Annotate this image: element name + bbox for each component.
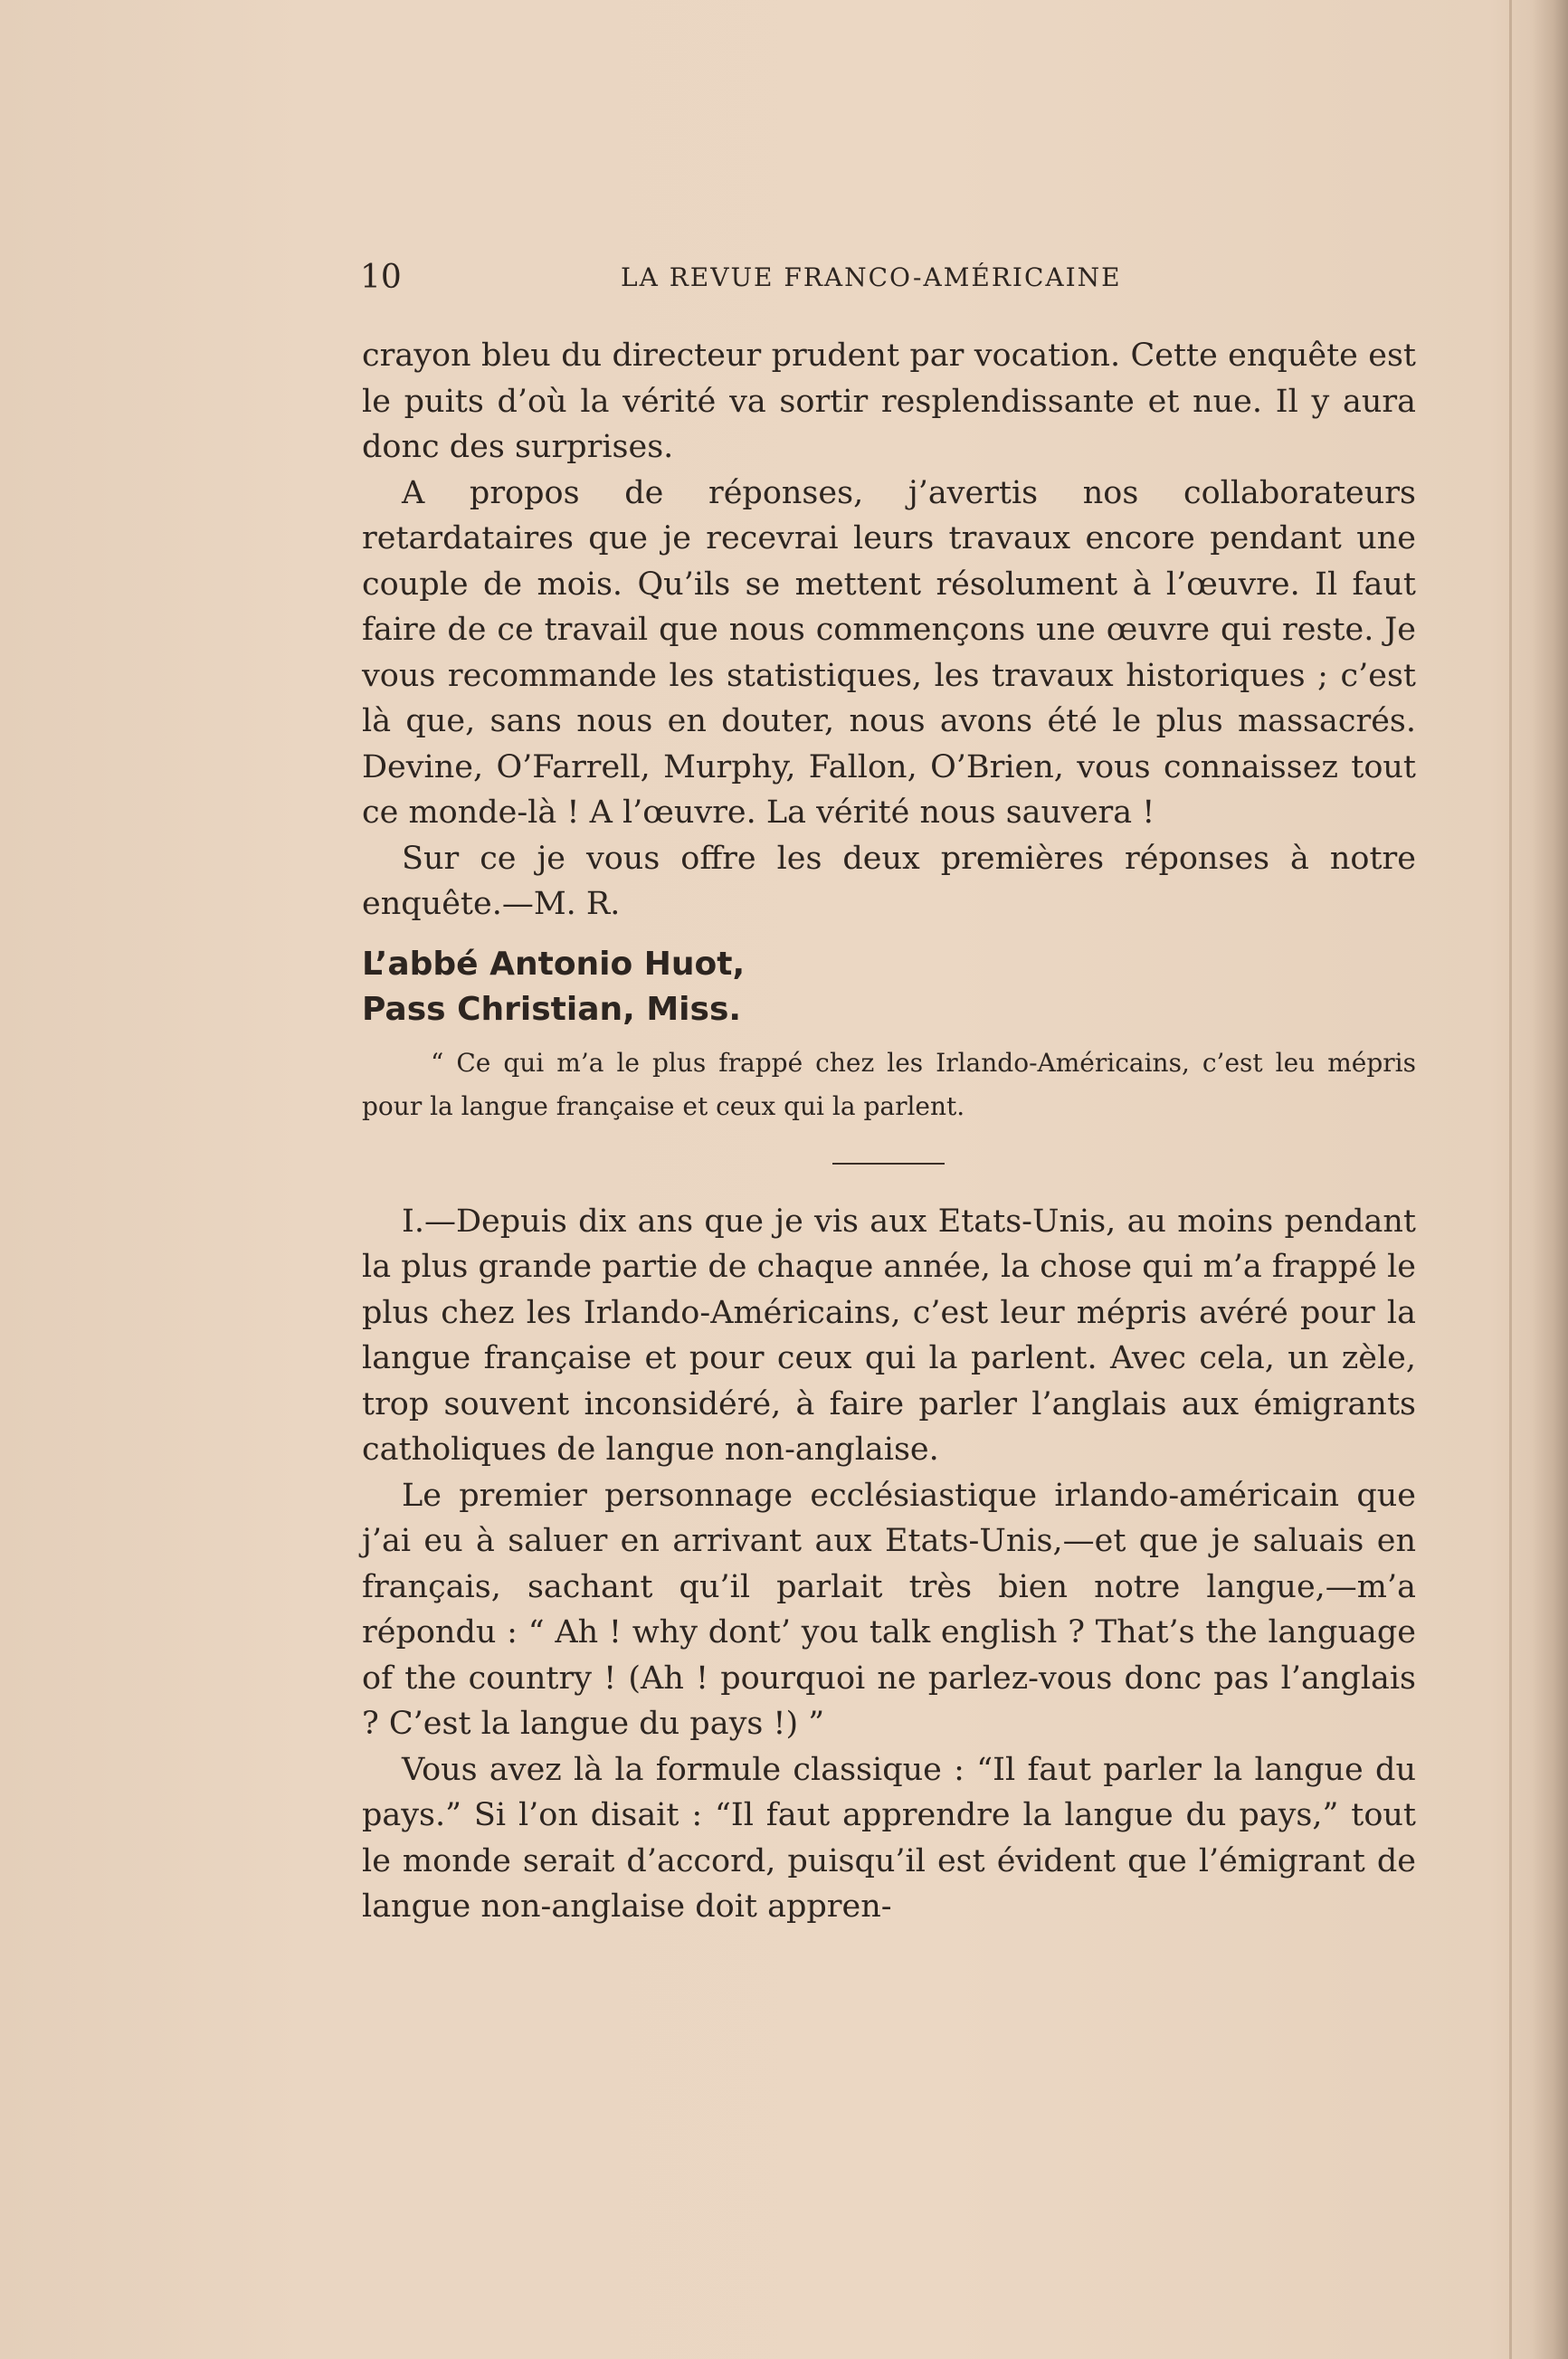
page-number: 10	[360, 259, 402, 296]
section-divider	[832, 1163, 945, 1165]
summary-quote: “ Ce qui m’a le plus frappé chez les Irlando-Américains, c’est leu mépris pour la langue française et ceux qui la parlent.	[362, 1047, 1416, 1121]
paragraph-continuation: crayon bleu du directeur prudent par vocation. Cette enquête est le puits d’où la vérité va sortir resplendissante et nue. Il y aura donc des surprises.	[362, 338, 1416, 465]
author-name: L’abbé Antonio Huot,	[362, 945, 746, 983]
paragraph-first-personage: Le premier personnage ecclésiastique irlando-américain que j’ai eu à saluer en arrivant aux Etats-Unis,—et que je saluais en français, sachant qu’il parlait très bien notre langue,—m’a répondu : “ Ah ! why dont’ you talk english ? That’s the language of the country ! (Ah ! pourquoi ne parlez-vous donc pas l’anglais ? C’est la langue du pays !) ”	[362, 1477, 1416, 1742]
author-location: Pass Christian, Miss.	[362, 990, 742, 1028]
page-fold-line	[1509, 0, 1512, 2359]
paragraph-intro-responses: Sur ce je vous offre les deux premières réponses à notre enquête.—M. R.	[362, 840, 1416, 922]
page-header	[360, 255, 1301, 300]
running-title: LA REVUE FRANCO-AMÉRICAINE	[621, 262, 1122, 292]
article-body	[362, 333, 1416, 1930]
paragraph-collaborators: A propos de réponses, j’avertis nos collaborateurs retardataires que je recevrai leurs travaux encore pendant une couple de mois. Qu’ils se mettent résolument à l’œuvre. Il faut faire de ce travail que nous commençons une œuvre qui reste. Je vous recommande les statistiques, les travaux historiques ; c’est là que, sans nous en douter, nous avons été le plus massacrés. Devine, O’Farrell, Murphy, Fallon, O’Brien, vous connaissez tout ce monde-là ! A l’œuvre. La vérité nous sauvera !	[362, 474, 1416, 831]
page-edge-shadow	[1532, 0, 1568, 2359]
paragraph-classic-formula: Vous avez là la formule classique : “Il faut parler la langue du pays.” Si l’on disait : “Il faut apprendre la langue du pays,” tout le monde serait d’accord, puisqu’il est évident que l’émigrant de langue non-anglaise doit appren-	[362, 1751, 1416, 1925]
paragraph-response-one: I.—Depuis dix ans que je vis aux Etats-Unis, au moins pendant la plus grande partie de chaque année, la chose qui m’a frappé le plus chez les Irlando-Américains, c’est leur mépris avéré pour la langue française et pour ceux qui la parlent. Avec cela, un zèle, trop souvent inconsidéré, à faire parler l’anglais aux émigrants catholiques de langue non-anglaise.	[362, 1203, 1416, 1468]
